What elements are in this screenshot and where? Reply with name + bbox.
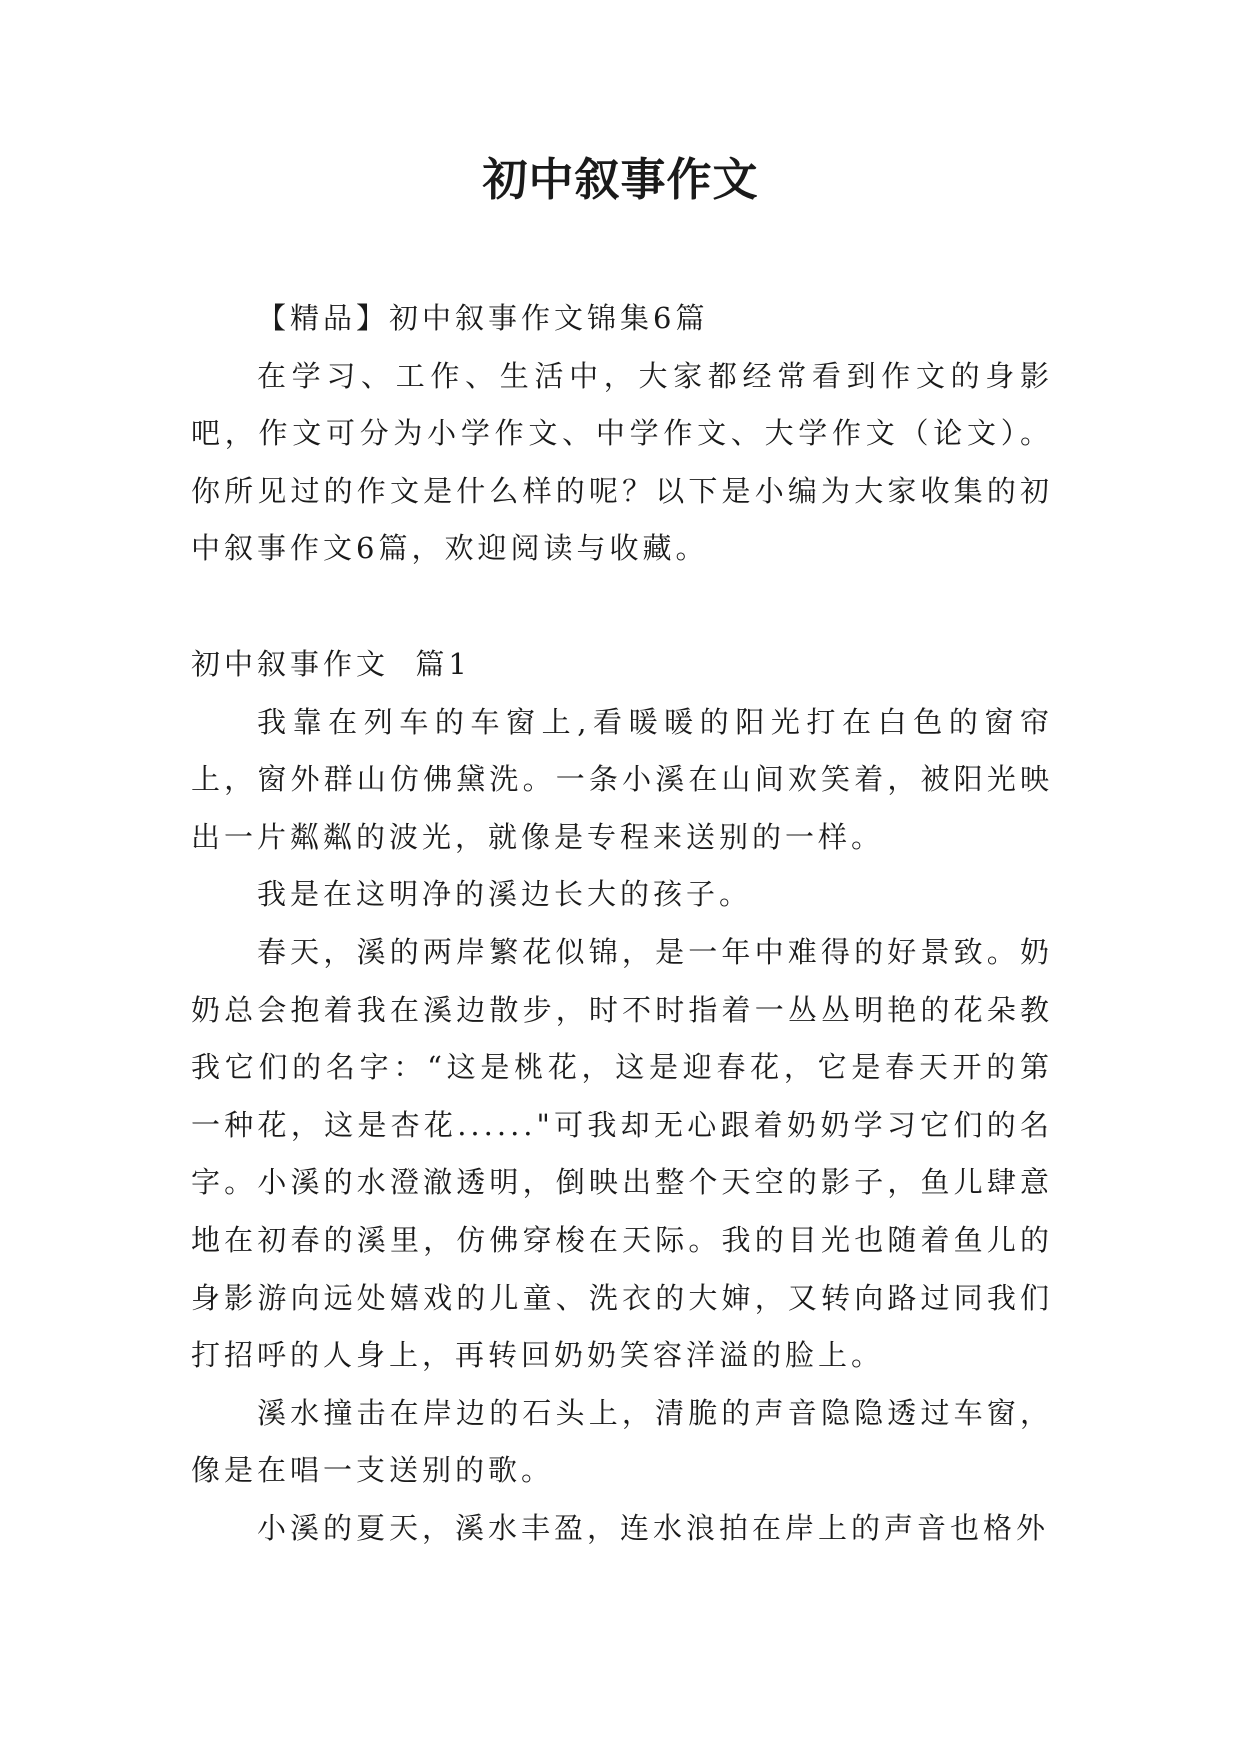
section-heading: 初中叙事作文 篇1 <box>191 646 471 681</box>
paragraph: 我靠在列车的车窗上,看暖暖的阳光打在白色的窗帘上，窗外群山仿佛黛洗。一条小溪在山间欢笑着，被阳光映出一片粼粼的波光，就像是专程来送别的一样。 <box>191 704 1053 854</box>
paragraph: 溪水撞击在岸边的石头上，清脆的声音隐隐透过车窗，像是在唱一支送别的歌。 <box>191 1395 1053 1488</box>
intro-paragraph: 在学习、工作、生活中，大家都经常看到作文的身影吧，作文可分为小学作文、中学作文、大学作文（论文）。你所见过的作文是什么样的呢？以下是小编为大家收集的初中叙事作文6篇，欢迎阅读与收藏。 <box>191 358 1053 566</box>
paragraph: 我是在这明净的溪边长大的孩子。 <box>257 877 753 912</box>
section-gap <box>191 578 1053 636</box>
paragraph: 春天，溪的两岸繁花似锦，是一年中难得的好景致。奶奶总会抱着我在溪边散步，时不时指着一丛丛明艳的花朵教我它们的名字：“这是桃花，这是迎春花，它是春天开的第一种花，这是杏花......"可我却无心跟着奶奶学习它们的名字。小溪的水澄澈透明，倒映出整个天空的影子，鱼儿肆意地在初春的溪里，仿佛穿梭在天际。我的目光也随着鱼儿的身影游向远处嬉戏的儿童、洗衣的大婶，又转向路过同我们打招呼的人身上，再转回奶奶笑容洋溢的脸上。 <box>191 934 1053 1373</box>
document-subtitle: 【精品】初中叙事作文锦集6篇 <box>257 301 709 335</box>
document-body <box>191 290 1053 1557</box>
paragraph: 小溪的夏天，溪水丰盈，连水浪拍在岸上的声音也格外 <box>257 1510 1050 1545</box>
document-title: 初中叙事作文 <box>482 153 759 206</box>
